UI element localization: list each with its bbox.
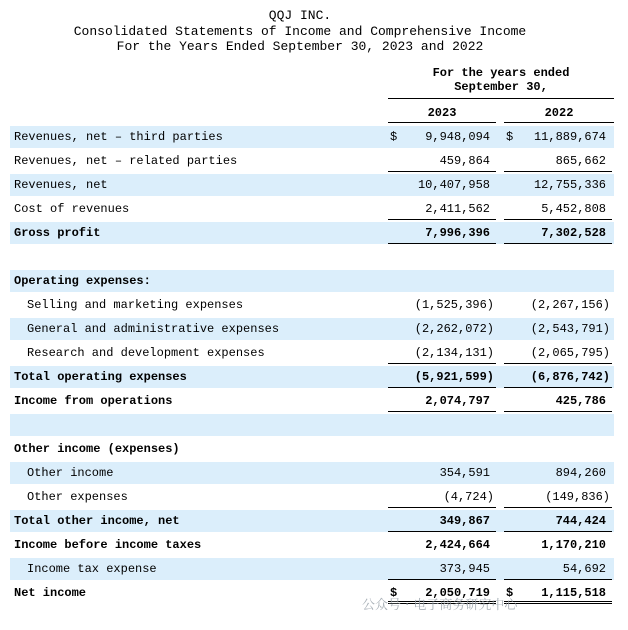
table-row: Other income 354,591 894,260 [10,462,614,484]
table-row [10,582,614,604]
value-2022: 5,452,808 [504,198,612,220]
table-row: Revenues, net – third parties $ 9,948,094 $ 11,889,674 [10,126,614,148]
row-label: Income from operations [14,394,173,408]
value-2022: 7,302,528 [504,222,612,244]
table-row [10,486,614,508]
column-group-header-line1: For the years ended [432,66,570,80]
section-label: Operating expenses: [14,274,151,288]
value-2022: (6,876,742) [504,366,612,388]
row-label: Total operating expenses [14,370,187,384]
row-label: Revenues, net [14,178,108,192]
value-2023: 7,996,396 [388,222,496,244]
row-label: General and administrative expenses [27,322,280,336]
value-2022: 54,692 [504,558,612,580]
row-label: Income tax expense [27,562,157,576]
value-2023: (5,921,599) [388,366,496,388]
company-name: QQJ INC. [268,8,332,23]
column-underline-2022 [504,122,614,123]
table-row: Income before income taxes 2,424,664 1,170,210 [10,534,614,556]
value-2023: 349,867 [388,510,496,532]
value-2023: (4,724) [388,486,496,508]
table-row [10,198,614,220]
value-2022: $ 1,115,518 [504,582,612,604]
value-2022: 744,424 [504,510,612,532]
value-2023: 459,864 [388,150,496,172]
value-2023: $ 2,050,719 [388,582,496,604]
row-label: Other income [27,466,114,480]
spacer-row [10,414,614,436]
section-label: Other income (expenses) [14,442,180,456]
column-underline-2023 [388,122,496,123]
value-2022: (149,836) [504,486,612,508]
table-row: General and administrative expenses (2,262,072) (2,543,791) [10,318,614,340]
header-divider [388,98,614,99]
value-2022: 425,786 [504,390,612,412]
row-label: Net income [14,586,87,600]
statement-title: Consolidated Statements of Income and Comprehensive Income [73,24,527,39]
table-row [10,510,614,532]
table-row [10,150,614,172]
value-2023: (2,134,131) [388,342,496,364]
table-row [10,222,614,244]
table-row: Selling and marketing expenses (1,525,396) (2,267,156) [10,294,614,316]
value-2022: (2,065,795) [504,342,612,364]
section-header-row [10,270,614,292]
table-row [10,390,614,412]
row-label: Revenues, net – related parties [14,154,238,168]
row-label: Revenues, net – third parties [14,130,223,144]
row-label: Income before income taxes [14,538,202,552]
table-row [10,366,614,388]
spacer-row [10,246,614,268]
table-row [10,342,614,364]
column-group-header-line2: September 30, [454,80,548,94]
row-label: Research and development expenses [27,346,265,360]
watermark: 公众号 · 电子商务研究中心 [362,598,518,613]
table-row: Revenues, net 10,407,958 12,755,336 [10,174,614,196]
row-label: Other expenses [27,490,128,504]
value-2023: 2,411,562 [388,198,496,220]
column-header-2022: 2022 [544,106,574,120]
row-label: Total other income, net [14,514,180,528]
value-2023: 373,945 [388,558,496,580]
value-2023: 2,074,797 [388,390,496,412]
row-label: Selling and marketing expenses [27,298,244,312]
section-header-row [10,438,614,460]
column-header-2023: 2023 [427,106,457,120]
statement-period: For the Years Ended September 30, 2023 and 2022 [116,39,484,54]
value-2022: 865,662 [504,150,612,172]
row-label: Gross profit [14,226,101,240]
row-label: Cost of revenues [14,202,130,216]
table-row [10,558,614,580]
